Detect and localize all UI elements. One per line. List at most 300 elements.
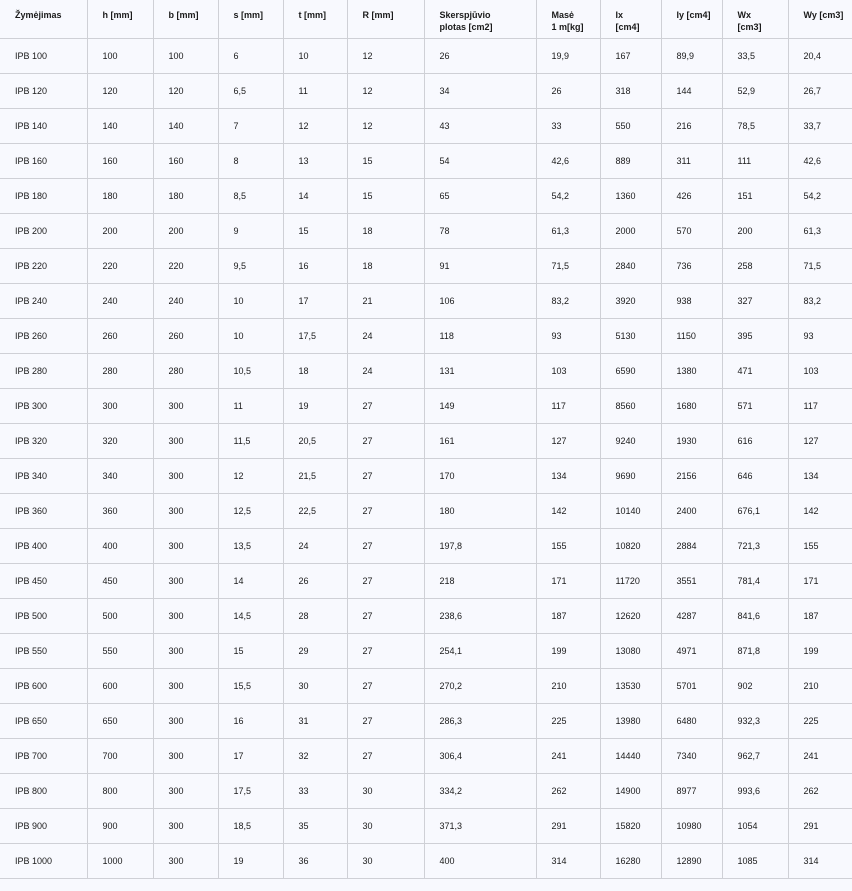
cell-col-t: 29 <box>283 633 347 668</box>
header-col-wx <box>722 0 788 38</box>
cell-col-h: 340 <box>87 458 153 493</box>
cell-col-ix: 167 <box>600 38 661 73</box>
cell-col-mass-per-meter: 210 <box>536 668 600 703</box>
cell-col-wy: 225 <box>788 703 852 738</box>
table-row <box>0 703 852 738</box>
cell-col-s: 8 <box>218 143 283 178</box>
cell-col-ix: 14900 <box>600 773 661 808</box>
cell-col-ix: 13530 <box>600 668 661 703</box>
cell-col-designation: IPB 120 <box>0 73 87 108</box>
cell-col-mass-per-meter: 33 <box>536 108 600 143</box>
header-label: [cm4] <box>615 22 640 32</box>
cell-col-cross-section-area: 238,6 <box>424 598 536 633</box>
cell-col-ix: 15820 <box>600 808 661 843</box>
cell-col-cross-section-area: 270,2 <box>424 668 536 703</box>
header-label: Ix <box>615 10 624 20</box>
cell-col-wx: 871,8 <box>722 633 788 668</box>
cell-col-iy: 4287 <box>661 598 722 633</box>
cell-col-wx: 781,4 <box>722 563 788 598</box>
cell-col-ix: 3920 <box>600 283 661 318</box>
cell-col-b: 220 <box>153 248 218 283</box>
cell-col-mass-per-meter: 93 <box>536 318 600 353</box>
cell-col-mass-per-meter: 103 <box>536 353 600 388</box>
table-row <box>0 808 852 843</box>
cell-col-r: 27 <box>347 703 424 738</box>
cell-col-h: 260 <box>87 318 153 353</box>
cell-col-wx: 200 <box>722 213 788 248</box>
cell-col-h: 900 <box>87 808 153 843</box>
cell-col-wx: 721,3 <box>722 528 788 563</box>
cell-col-wy: 61,3 <box>788 213 852 248</box>
cell-col-iy: 144 <box>661 73 722 108</box>
cell-col-iy: 570 <box>661 213 722 248</box>
cell-col-t: 11 <box>283 73 347 108</box>
cell-col-h: 120 <box>87 73 153 108</box>
cell-col-iy: 426 <box>661 178 722 213</box>
cell-col-ix: 13080 <box>600 633 661 668</box>
cell-col-ix: 6590 <box>600 353 661 388</box>
table-row <box>0 38 852 73</box>
header-label: 1 m[kg] <box>551 22 584 32</box>
cell-col-designation: IPB 550 <box>0 633 87 668</box>
cell-col-wy: 20,4 <box>788 38 852 73</box>
cell-col-b: 160 <box>153 143 218 178</box>
cell-col-t: 18 <box>283 353 347 388</box>
cell-col-cross-section-area: 306,4 <box>424 738 536 773</box>
header-label: [cm3] <box>737 22 762 32</box>
cell-col-s: 12 <box>218 458 283 493</box>
cell-col-cross-section-area: 334,2 <box>424 773 536 808</box>
cell-col-s: 18,5 <box>218 808 283 843</box>
cell-col-s: 11 <box>218 388 283 423</box>
cell-col-h: 700 <box>87 738 153 773</box>
table-row <box>0 423 852 458</box>
cell-col-designation: IPB 400 <box>0 528 87 563</box>
cell-col-wy: 103 <box>788 353 852 388</box>
cell-col-r: 27 <box>347 563 424 598</box>
table-row <box>0 598 852 633</box>
cell-col-h: 140 <box>87 108 153 143</box>
cell-col-iy: 2884 <box>661 528 722 563</box>
cell-col-wx: 616 <box>722 423 788 458</box>
cell-col-h: 500 <box>87 598 153 633</box>
cell-col-iy: 8977 <box>661 773 722 808</box>
cell-col-wy: 241 <box>788 738 852 773</box>
cell-col-ix: 10820 <box>600 528 661 563</box>
cell-col-ix: 2000 <box>600 213 661 248</box>
cell-col-wy: 83,2 <box>788 283 852 318</box>
cell-col-cross-section-area: 54 <box>424 143 536 178</box>
cell-col-wx: 993,6 <box>722 773 788 808</box>
cell-col-designation: IPB 450 <box>0 563 87 598</box>
cell-col-wx: 78,5 <box>722 108 788 143</box>
table-row <box>0 388 852 423</box>
cell-col-h: 400 <box>87 528 153 563</box>
cell-col-mass-per-meter: 134 <box>536 458 600 493</box>
cell-col-designation: IPB 220 <box>0 248 87 283</box>
cell-col-s: 8,5 <box>218 178 283 213</box>
cell-col-t: 33 <box>283 773 347 808</box>
cell-col-wy: 314 <box>788 843 852 878</box>
header-label: s [mm] <box>233 10 264 20</box>
header-col-iy <box>661 0 722 38</box>
header-col-ix <box>600 0 661 38</box>
cell-col-iy: 2156 <box>661 458 722 493</box>
cell-col-iy: 12890 <box>661 843 722 878</box>
cell-col-b: 300 <box>153 703 218 738</box>
cell-col-iy: 938 <box>661 283 722 318</box>
cell-col-s: 19 <box>218 843 283 878</box>
cell-col-cross-section-area: 131 <box>424 353 536 388</box>
cell-col-cross-section-area: 197,8 <box>424 528 536 563</box>
cell-col-wy: 187 <box>788 598 852 633</box>
cell-col-b: 300 <box>153 633 218 668</box>
cell-col-h: 800 <box>87 773 153 808</box>
cell-col-t: 21,5 <box>283 458 347 493</box>
cell-col-designation: IPB 500 <box>0 598 87 633</box>
header-col-s <box>218 0 283 38</box>
cell-col-ix: 13980 <box>600 703 661 738</box>
cell-col-r: 27 <box>347 388 424 423</box>
cell-col-b: 300 <box>153 388 218 423</box>
cell-col-ix: 318 <box>600 73 661 108</box>
cell-col-mass-per-meter: 83,2 <box>536 283 600 318</box>
cell-col-wx: 471 <box>722 353 788 388</box>
cell-col-r: 27 <box>347 668 424 703</box>
cell-col-cross-section-area: 254,1 <box>424 633 536 668</box>
header-col-mass-per-meter <box>536 0 600 38</box>
cell-col-r: 30 <box>347 773 424 808</box>
cell-col-wx: 33,5 <box>722 38 788 73</box>
table-row <box>0 353 852 388</box>
cell-col-t: 36 <box>283 843 347 878</box>
cell-col-wy: 134 <box>788 458 852 493</box>
cell-col-r: 21 <box>347 283 424 318</box>
header-label: R [mm] <box>362 10 394 20</box>
cell-col-designation: IPB 260 <box>0 318 87 353</box>
cell-col-wy: 262 <box>788 773 852 808</box>
cell-col-mass-per-meter: 187 <box>536 598 600 633</box>
cell-col-t: 10 <box>283 38 347 73</box>
cell-col-iy: 6480 <box>661 703 722 738</box>
cell-col-cross-section-area: 118 <box>424 318 536 353</box>
cell-col-wx: 676,1 <box>722 493 788 528</box>
table-row <box>0 773 852 808</box>
cell-col-ix: 550 <box>600 108 661 143</box>
cell-col-wx: 52,9 <box>722 73 788 108</box>
table-row <box>0 283 852 318</box>
cell-col-t: 32 <box>283 738 347 773</box>
cell-col-r: 27 <box>347 528 424 563</box>
header-row <box>0 0 852 38</box>
cell-col-cross-section-area: 65 <box>424 178 536 213</box>
cell-col-wy: 142 <box>788 493 852 528</box>
cell-col-designation: IPB 360 <box>0 493 87 528</box>
cell-col-wx: 151 <box>722 178 788 213</box>
cell-col-cross-section-area: 161 <box>424 423 536 458</box>
header-col-t <box>283 0 347 38</box>
cell-col-iy: 5701 <box>661 668 722 703</box>
cell-col-cross-section-area: 218 <box>424 563 536 598</box>
cell-col-r: 27 <box>347 633 424 668</box>
cell-col-designation: IPB 160 <box>0 143 87 178</box>
cell-col-b: 300 <box>153 808 218 843</box>
cell-col-wy: 33,7 <box>788 108 852 143</box>
cell-col-ix: 8560 <box>600 388 661 423</box>
cell-col-r: 27 <box>347 458 424 493</box>
header-col-h <box>87 0 153 38</box>
cell-col-t: 28 <box>283 598 347 633</box>
header-label: Iy [cm4] <box>676 10 711 20</box>
cell-col-wx: 571 <box>722 388 788 423</box>
cell-col-r: 12 <box>347 38 424 73</box>
cell-col-r: 27 <box>347 423 424 458</box>
cell-col-cross-section-area: 91 <box>424 248 536 283</box>
cell-col-r: 15 <box>347 178 424 213</box>
cell-col-iy: 4971 <box>661 633 722 668</box>
cell-col-h: 280 <box>87 353 153 388</box>
cell-col-t: 30 <box>283 668 347 703</box>
cell-col-h: 220 <box>87 248 153 283</box>
cell-col-designation: IPB 900 <box>0 808 87 843</box>
cell-col-t: 26 <box>283 563 347 598</box>
cell-col-b: 300 <box>153 738 218 773</box>
table-row <box>0 633 852 668</box>
cell-col-cross-section-area: 149 <box>424 388 536 423</box>
cell-col-h: 160 <box>87 143 153 178</box>
cell-col-designation: IPB 1000 <box>0 843 87 878</box>
cell-col-t: 15 <box>283 213 347 248</box>
cell-col-t: 20,5 <box>283 423 347 458</box>
cell-col-cross-section-area: 400 <box>424 843 536 878</box>
cell-col-s: 10,5 <box>218 353 283 388</box>
cell-col-s: 14 <box>218 563 283 598</box>
cell-col-wy: 171 <box>788 563 852 598</box>
cell-col-b: 300 <box>153 843 218 878</box>
cell-col-designation: IPB 280 <box>0 353 87 388</box>
cell-col-wx: 327 <box>722 283 788 318</box>
cell-col-b: 280 <box>153 353 218 388</box>
cell-col-r: 18 <box>347 213 424 248</box>
table-row <box>0 493 852 528</box>
cell-col-t: 17,5 <box>283 318 347 353</box>
cell-col-t: 19 <box>283 388 347 423</box>
cell-col-r: 30 <box>347 808 424 843</box>
cell-col-wx: 646 <box>722 458 788 493</box>
header-label: Wy [cm3] <box>803 10 844 20</box>
cell-col-t: 16 <box>283 248 347 283</box>
cell-col-designation: IPB 600 <box>0 668 87 703</box>
cell-col-b: 300 <box>153 563 218 598</box>
cell-col-b: 260 <box>153 318 218 353</box>
cell-col-mass-per-meter: 42,6 <box>536 143 600 178</box>
cell-col-wy: 54,2 <box>788 178 852 213</box>
cell-col-s: 9,5 <box>218 248 283 283</box>
cell-col-wx: 1085 <box>722 843 788 878</box>
cell-col-r: 27 <box>347 738 424 773</box>
cell-col-wx: 932,3 <box>722 703 788 738</box>
cell-col-ix: 2840 <box>600 248 661 283</box>
cell-col-iy: 736 <box>661 248 722 283</box>
cell-col-h: 450 <box>87 563 153 598</box>
cell-col-s: 11,5 <box>218 423 283 458</box>
cell-col-wy: 210 <box>788 668 852 703</box>
cell-col-h: 650 <box>87 703 153 738</box>
cell-col-b: 300 <box>153 528 218 563</box>
cell-col-b: 120 <box>153 73 218 108</box>
cell-col-t: 13 <box>283 143 347 178</box>
cell-col-t: 35 <box>283 808 347 843</box>
cell-col-wx: 841,6 <box>722 598 788 633</box>
cell-col-b: 180 <box>153 178 218 213</box>
cell-col-wy: 291 <box>788 808 852 843</box>
cell-col-mass-per-meter: 262 <box>536 773 600 808</box>
cell-col-h: 360 <box>87 493 153 528</box>
header-col-wy <box>788 0 852 38</box>
cell-col-s: 15,5 <box>218 668 283 703</box>
cell-col-designation: IPB 320 <box>0 423 87 458</box>
cell-col-h: 320 <box>87 423 153 458</box>
cell-col-h: 550 <box>87 633 153 668</box>
cell-col-ix: 889 <box>600 143 661 178</box>
cell-col-designation: IPB 140 <box>0 108 87 143</box>
cell-col-ix: 10140 <box>600 493 661 528</box>
cell-col-b: 300 <box>153 668 218 703</box>
cell-col-s: 17 <box>218 738 283 773</box>
header-label: Žymėjimas <box>15 10 62 20</box>
cell-col-b: 140 <box>153 108 218 143</box>
cell-col-b: 300 <box>153 493 218 528</box>
table-row <box>0 668 852 703</box>
cell-col-iy: 311 <box>661 143 722 178</box>
cell-col-cross-section-area: 43 <box>424 108 536 143</box>
cell-col-mass-per-meter: 71,5 <box>536 248 600 283</box>
cell-col-r: 24 <box>347 318 424 353</box>
table-body <box>0 38 852 878</box>
cell-col-ix: 9240 <box>600 423 661 458</box>
cell-col-mass-per-meter: 54,2 <box>536 178 600 213</box>
cell-col-wx: 1054 <box>722 808 788 843</box>
header-label: Skerspjūvio <box>439 10 491 20</box>
cell-col-mass-per-meter: 171 <box>536 563 600 598</box>
header-label: Masė <box>551 10 575 20</box>
table-row <box>0 528 852 563</box>
cell-col-mass-per-meter: 61,3 <box>536 213 600 248</box>
cell-col-s: 12,5 <box>218 493 283 528</box>
cell-col-cross-section-area: 34 <box>424 73 536 108</box>
cell-col-wy: 155 <box>788 528 852 563</box>
table-row <box>0 108 852 143</box>
cell-col-designation: IPB 300 <box>0 388 87 423</box>
header-col-r <box>347 0 424 38</box>
cell-col-mass-per-meter: 142 <box>536 493 600 528</box>
cell-col-ix: 16280 <box>600 843 661 878</box>
cell-col-designation: IPB 100 <box>0 38 87 73</box>
cell-col-r: 12 <box>347 73 424 108</box>
cell-col-b: 240 <box>153 283 218 318</box>
cell-col-r: 18 <box>347 248 424 283</box>
cell-col-h: 180 <box>87 178 153 213</box>
cell-col-cross-section-area: 78 <box>424 213 536 248</box>
cell-col-iy: 7340 <box>661 738 722 773</box>
cell-col-ix: 5130 <box>600 318 661 353</box>
cell-col-s: 16 <box>218 703 283 738</box>
cell-col-mass-per-meter: 155 <box>536 528 600 563</box>
cell-col-s: 9 <box>218 213 283 248</box>
cell-col-t: 22,5 <box>283 493 347 528</box>
header-label: t [mm] <box>298 10 326 20</box>
cell-col-mass-per-meter: 314 <box>536 843 600 878</box>
cell-col-r: 27 <box>347 493 424 528</box>
cell-col-b: 300 <box>153 423 218 458</box>
cell-col-mass-per-meter: 127 <box>536 423 600 458</box>
cell-col-iy: 1930 <box>661 423 722 458</box>
cell-col-designation: IPB 700 <box>0 738 87 773</box>
cell-col-ix: 14440 <box>600 738 661 773</box>
cell-col-mass-per-meter: 117 <box>536 388 600 423</box>
cell-col-r: 12 <box>347 108 424 143</box>
cell-col-t: 14 <box>283 178 347 213</box>
cell-col-b: 200 <box>153 213 218 248</box>
cell-col-iy: 216 <box>661 108 722 143</box>
table-row <box>0 248 852 283</box>
cell-col-designation: IPB 180 <box>0 178 87 213</box>
table-row <box>0 458 852 493</box>
cell-col-s: 13,5 <box>218 528 283 563</box>
cell-col-iy: 89,9 <box>661 38 722 73</box>
cell-col-h: 1000 <box>87 843 153 878</box>
cell-col-cross-section-area: 26 <box>424 38 536 73</box>
cell-col-t: 24 <box>283 528 347 563</box>
header-label: b [mm] <box>168 10 199 20</box>
cell-col-mass-per-meter: 19,9 <box>536 38 600 73</box>
cell-col-s: 7 <box>218 108 283 143</box>
cell-col-r: 27 <box>347 598 424 633</box>
cell-col-s: 10 <box>218 318 283 353</box>
table-row <box>0 738 852 773</box>
table-row <box>0 143 852 178</box>
cell-col-h: 240 <box>87 283 153 318</box>
cell-col-iy: 1150 <box>661 318 722 353</box>
cell-col-wy: 117 <box>788 388 852 423</box>
table-row <box>0 563 852 598</box>
cell-col-r: 30 <box>347 843 424 878</box>
cell-col-t: 17 <box>283 283 347 318</box>
cell-col-ix: 12620 <box>600 598 661 633</box>
cell-col-cross-section-area: 371,3 <box>424 808 536 843</box>
table-row <box>0 318 852 353</box>
cell-col-wx: 395 <box>722 318 788 353</box>
header-label: h [mm] <box>102 10 133 20</box>
cell-col-mass-per-meter: 241 <box>536 738 600 773</box>
cell-col-designation: IPB 200 <box>0 213 87 248</box>
cell-col-mass-per-meter: 199 <box>536 633 600 668</box>
cell-col-wy: 42,6 <box>788 143 852 178</box>
cell-col-b: 300 <box>153 598 218 633</box>
cell-col-cross-section-area: 180 <box>424 493 536 528</box>
cell-col-wy: 127 <box>788 423 852 458</box>
cell-col-s: 17,5 <box>218 773 283 808</box>
header-label: plotas [cm2] <box>439 22 493 32</box>
cell-col-mass-per-meter: 26 <box>536 73 600 108</box>
cell-col-b: 300 <box>153 773 218 808</box>
cell-col-designation: IPB 340 <box>0 458 87 493</box>
cell-col-s: 10 <box>218 283 283 318</box>
header-col-cross-section-area <box>424 0 536 38</box>
cell-col-s: 14,5 <box>218 598 283 633</box>
cell-col-t: 12 <box>283 108 347 143</box>
cell-col-iy: 1680 <box>661 388 722 423</box>
